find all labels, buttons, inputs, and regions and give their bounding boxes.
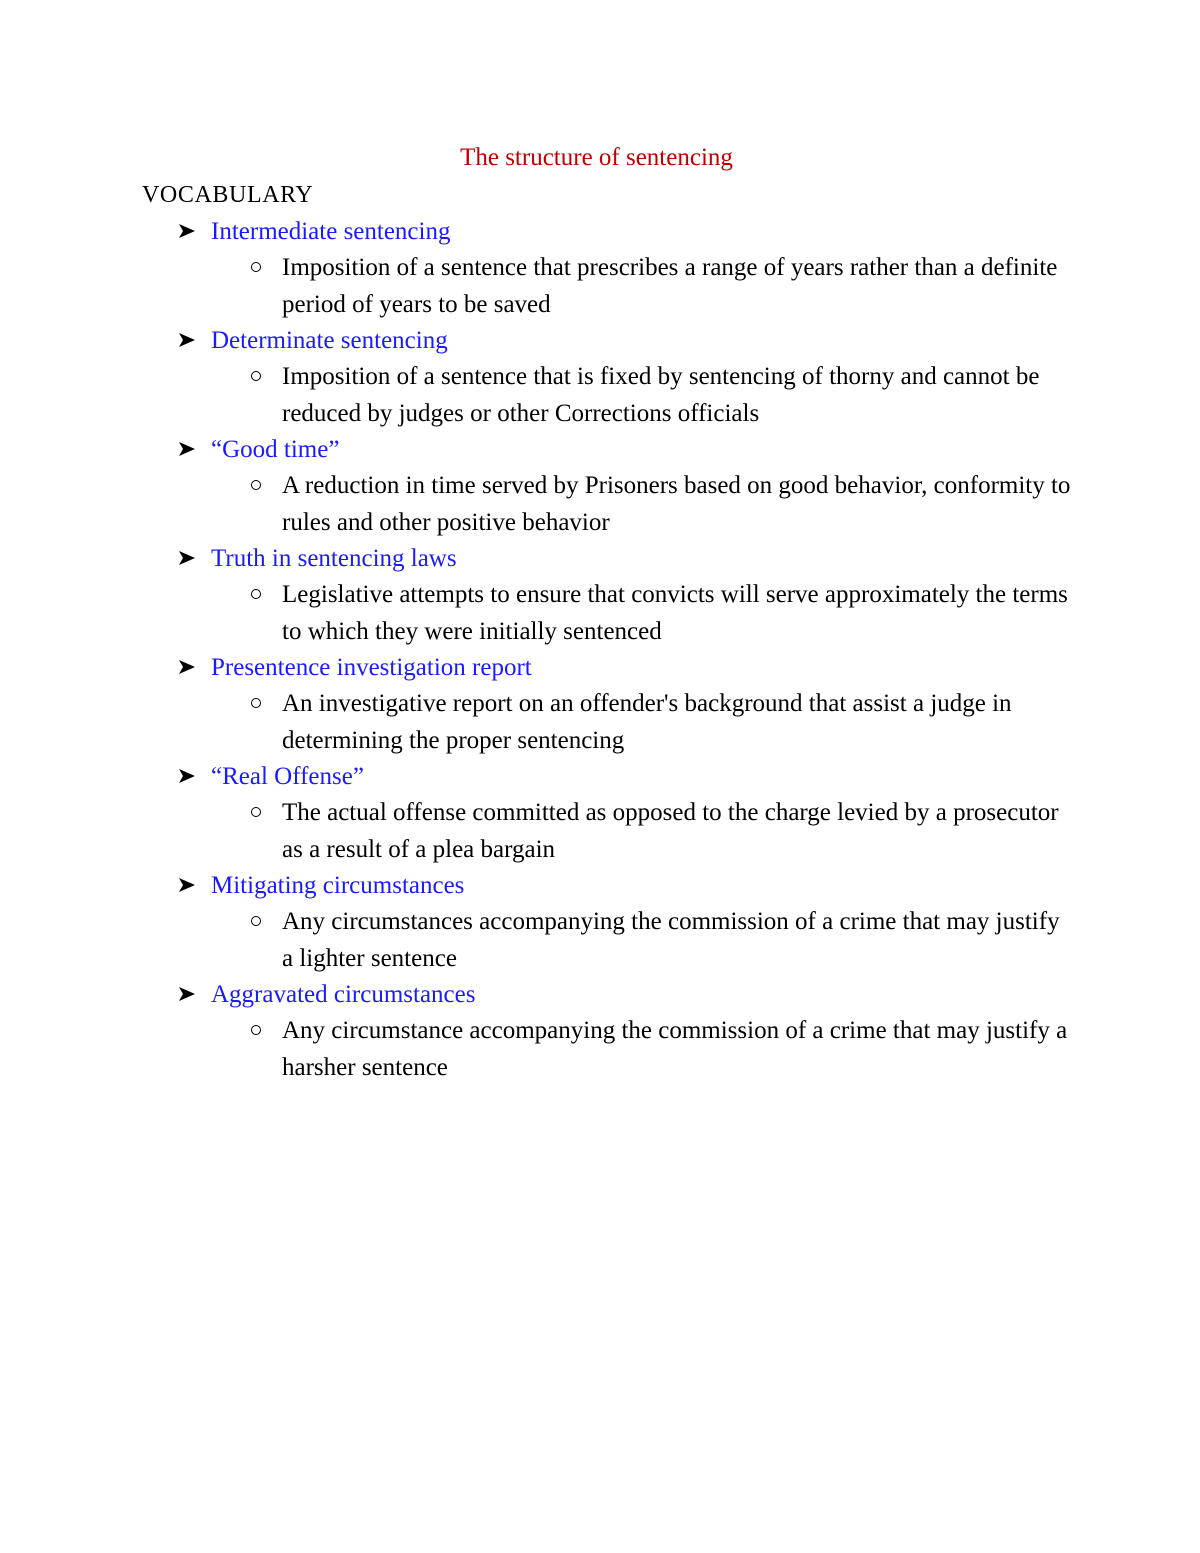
arrowhead-icon bbox=[178, 550, 196, 566]
term-label: Truth in sentencing laws bbox=[211, 545, 457, 572]
hollow-circle-icon bbox=[251, 371, 261, 381]
definition-block bbox=[0, 359, 1200, 432]
arrowhead-icon bbox=[178, 441, 196, 457]
definition-block bbox=[0, 468, 1200, 541]
arrowhead-icon bbox=[178, 768, 196, 784]
definition-text: The actual offense committed as opposed to the charge levied by a prosecutor as a result of a plea bargain bbox=[282, 799, 1059, 863]
vocabulary-list bbox=[0, 214, 1200, 1086]
section-heading: VOCABULARY bbox=[142, 182, 314, 208]
arrowhead-icon bbox=[178, 332, 196, 348]
term-label: Determinate sentencing bbox=[211, 327, 448, 354]
hollow-circle-icon bbox=[251, 480, 261, 490]
list-item bbox=[0, 432, 1200, 541]
list-item bbox=[0, 650, 1200, 759]
term-line bbox=[0, 432, 1200, 468]
arrowhead-icon bbox=[178, 986, 196, 1002]
definition-text: Imposition of a sentence that is fixed by sentencing of thorny and cannot be reduced by judges or other Corrections officials bbox=[282, 363, 1040, 427]
term-line bbox=[0, 541, 1200, 577]
hollow-circle-icon bbox=[251, 589, 261, 599]
term-line bbox=[0, 650, 1200, 686]
definition-block bbox=[0, 577, 1200, 650]
list-item bbox=[0, 541, 1200, 650]
arrowhead-icon bbox=[178, 223, 196, 239]
term-line bbox=[0, 759, 1200, 795]
term-label: Presentence investigation report bbox=[211, 654, 532, 681]
definition-block bbox=[0, 904, 1200, 977]
definition-text: Legislative attempts to ensure that convicts will serve approximately the terms to which they were initially sentenced bbox=[282, 581, 1068, 645]
hollow-circle-icon bbox=[251, 698, 261, 708]
list-item bbox=[0, 323, 1200, 432]
term-label: Aggravated circumstances bbox=[211, 981, 476, 1008]
definition-block bbox=[0, 1013, 1200, 1086]
definition-text: Any circumstance accompanying the commission of a crime that may justify a harsher sentence bbox=[282, 1017, 1068, 1081]
definition-text: Any circumstances accompanying the commission of a crime that may justify a lighter sentence bbox=[282, 908, 1060, 972]
hollow-circle-icon bbox=[251, 262, 261, 272]
definition-block bbox=[0, 795, 1200, 868]
term-line bbox=[0, 868, 1200, 904]
list-item bbox=[0, 214, 1200, 323]
arrowhead-icon bbox=[178, 659, 196, 675]
list-item bbox=[0, 868, 1200, 977]
term-label: Mitigating circumstances bbox=[211, 872, 465, 899]
term-label: Intermediate sentencing bbox=[211, 218, 451, 245]
term-line bbox=[0, 323, 1200, 359]
term-label: “Good time” bbox=[211, 436, 340, 463]
list-item bbox=[0, 759, 1200, 868]
hollow-circle-icon bbox=[251, 1025, 261, 1035]
term-label: “Real Offense” bbox=[211, 763, 364, 790]
term-line bbox=[0, 977, 1200, 1013]
list-item bbox=[0, 977, 1200, 1086]
definition-text: An investigative report on an offender's background that assist a judge in determining the proper sentencing bbox=[282, 690, 1012, 754]
definition-text: Imposition of a sentence that prescribes a range of years rather than a definite period of years to be saved bbox=[282, 254, 1058, 318]
definition-block bbox=[0, 250, 1200, 323]
hollow-circle-icon bbox=[251, 807, 261, 817]
document-title: The structure of sentencing bbox=[460, 144, 733, 171]
arrowhead-icon bbox=[178, 877, 196, 893]
hollow-circle-icon bbox=[251, 916, 261, 926]
definition-block bbox=[0, 686, 1200, 759]
definition-text: A reduction in time served by Prisoners based on good behavior, conformity to rules and other positive behavior bbox=[282, 472, 1071, 536]
term-line bbox=[0, 214, 1200, 250]
